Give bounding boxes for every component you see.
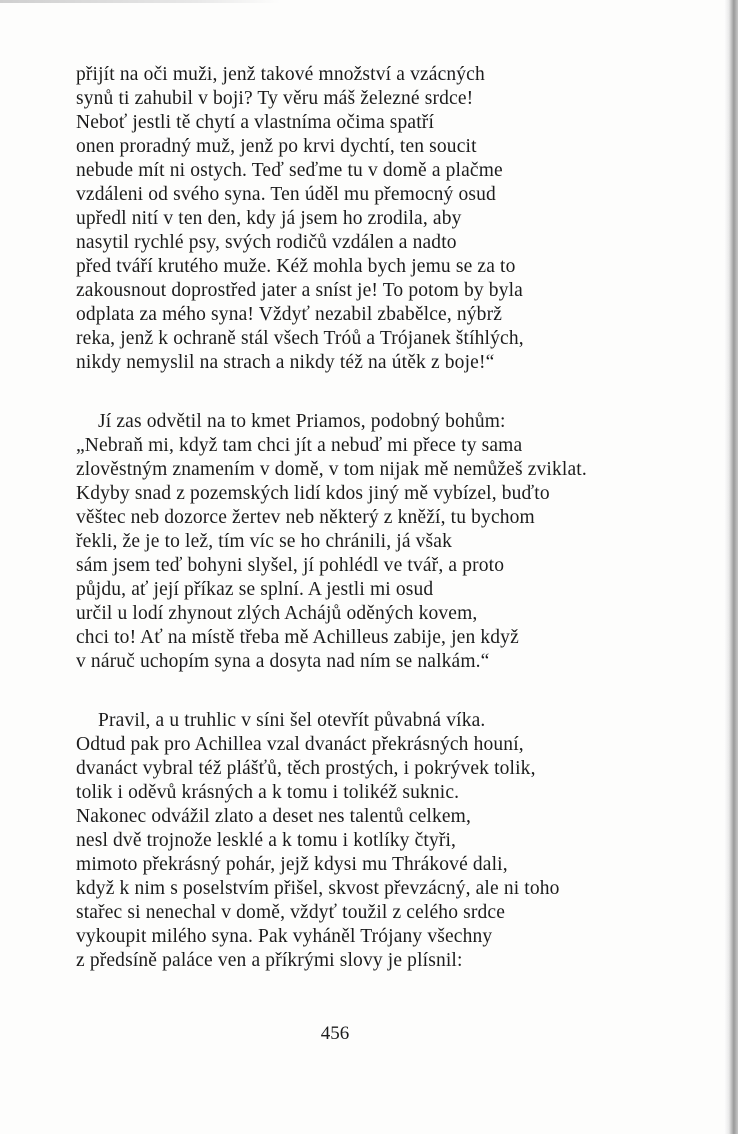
text-line: zlověstným znamením v domě, v tom nijak mě nemůžeš zviklat. — [76, 459, 587, 480]
text-line: Pravil, a u truhlic v síni šel otevřít půvabná víka. — [98, 710, 486, 731]
text-line: Jí zas odvětil na to kmet Priamos, podobný bohům: — [98, 411, 506, 432]
text-line: onen proradný muž, jenž po krvi dychtí, ten soucit — [76, 136, 477, 157]
text-line: „Nebraň mi, když tam chci jít a nebuď mi přece ty sama — [76, 435, 523, 456]
text-line: chci to! Ať na místě třeba mě Achilleus zabije, jen když — [76, 627, 519, 648]
page-binding-edge — [724, 0, 738, 1134]
text-line: upředl nití v ten den, kdy já jsem ho zrodila, aby — [76, 208, 462, 229]
page-top-edge — [0, 0, 280, 3]
text-line: určil u lodí zhynout zlých Achájů oděných kovem, — [76, 603, 478, 624]
text-line: Kdyby snad z pozemských lidí kdos jiný mě vybízel, buďto — [76, 483, 550, 504]
text-line: přijít na oči muži, jenž takové množství a vzácných — [76, 64, 485, 85]
text-line: vykoupit milého syna. Pak vyháněl Trójany všechny — [76, 926, 493, 947]
text-line: věštec neb dozorce žertev neb některý z kněží, tu bychom — [76, 507, 535, 528]
text-line: odplata za mého syna! Vždyť nezabil zbabělce, nýbrž — [76, 304, 503, 325]
text-line: nikdy nemyslil na strach a nikdy též na útěk z boje!“ — [76, 352, 495, 373]
page-number: 456 — [320, 1023, 350, 1044]
text-line: půjdu, ať její příkaz se splní. A jestli mi osud — [76, 579, 434, 600]
text-line: mimoto překrásný pohár, jejž kdysi mu Thrákové dali, — [76, 854, 508, 875]
text-line: Neboť jestli tě chytí a vlastníma očima spatří — [76, 112, 435, 133]
text-line: když k nim s poselstvím přišel, skvost převzácný, ale ni toho — [76, 878, 560, 899]
text-line: v náruč uchopím syna a dosyta nad ním se nalkám.“ — [76, 651, 490, 672]
text-line: Odtud pak pro Achillea vzal dvanáct překrásných houní, — [76, 734, 524, 755]
text-line: stařec si nenechal v domě, vždyť toužil z celého srdce — [76, 902, 506, 923]
text-line: synů ti zahubil v boji? Ty věru máš železné srdce! — [76, 88, 474, 109]
text-line: tolik i oděvů krásných a k tomu i tolikéž suknic. — [76, 782, 460, 803]
text-line: z předsíně paláce ven a příkrými slovy je plísnil: — [76, 950, 463, 971]
text-line: řekli, že je to lež, tím víc se ho chránili, já však — [76, 531, 453, 552]
text-line: vzdáleni od svého syna. Ten úděl mu přemocný osud — [76, 184, 496, 205]
text-line: nebude mít ni ostych. Teď seďme tu v domě a plačme — [76, 160, 503, 181]
text-line: dvanáct vybral též plášťů, těch prostých, i pokrývek tolik, — [76, 758, 536, 779]
text-line: zakousnout doprostřed jater a sníst je! To potom by byla — [76, 280, 523, 301]
text-line: sám jsem teď bohyni slyšel, jí pohlédl ve tvář, a proto — [76, 555, 505, 576]
text-line: reka, jenž k ochraně stál všech Tróů a Trójanek štíhlých, — [76, 328, 524, 349]
text-line: nesl dvě trojnože lesklé a k tomu i kotlíky čtyři, — [76, 830, 457, 851]
text-line: nasytil rychlé psy, svých rodičů vzdálen a nadto — [76, 232, 457, 253]
text-line: Nakonec odvážil zlato a deset nes talentů celkem, — [76, 806, 472, 827]
text-line: před tváří krutého muže. Kéž mohla bych jemu se za to — [76, 256, 516, 277]
